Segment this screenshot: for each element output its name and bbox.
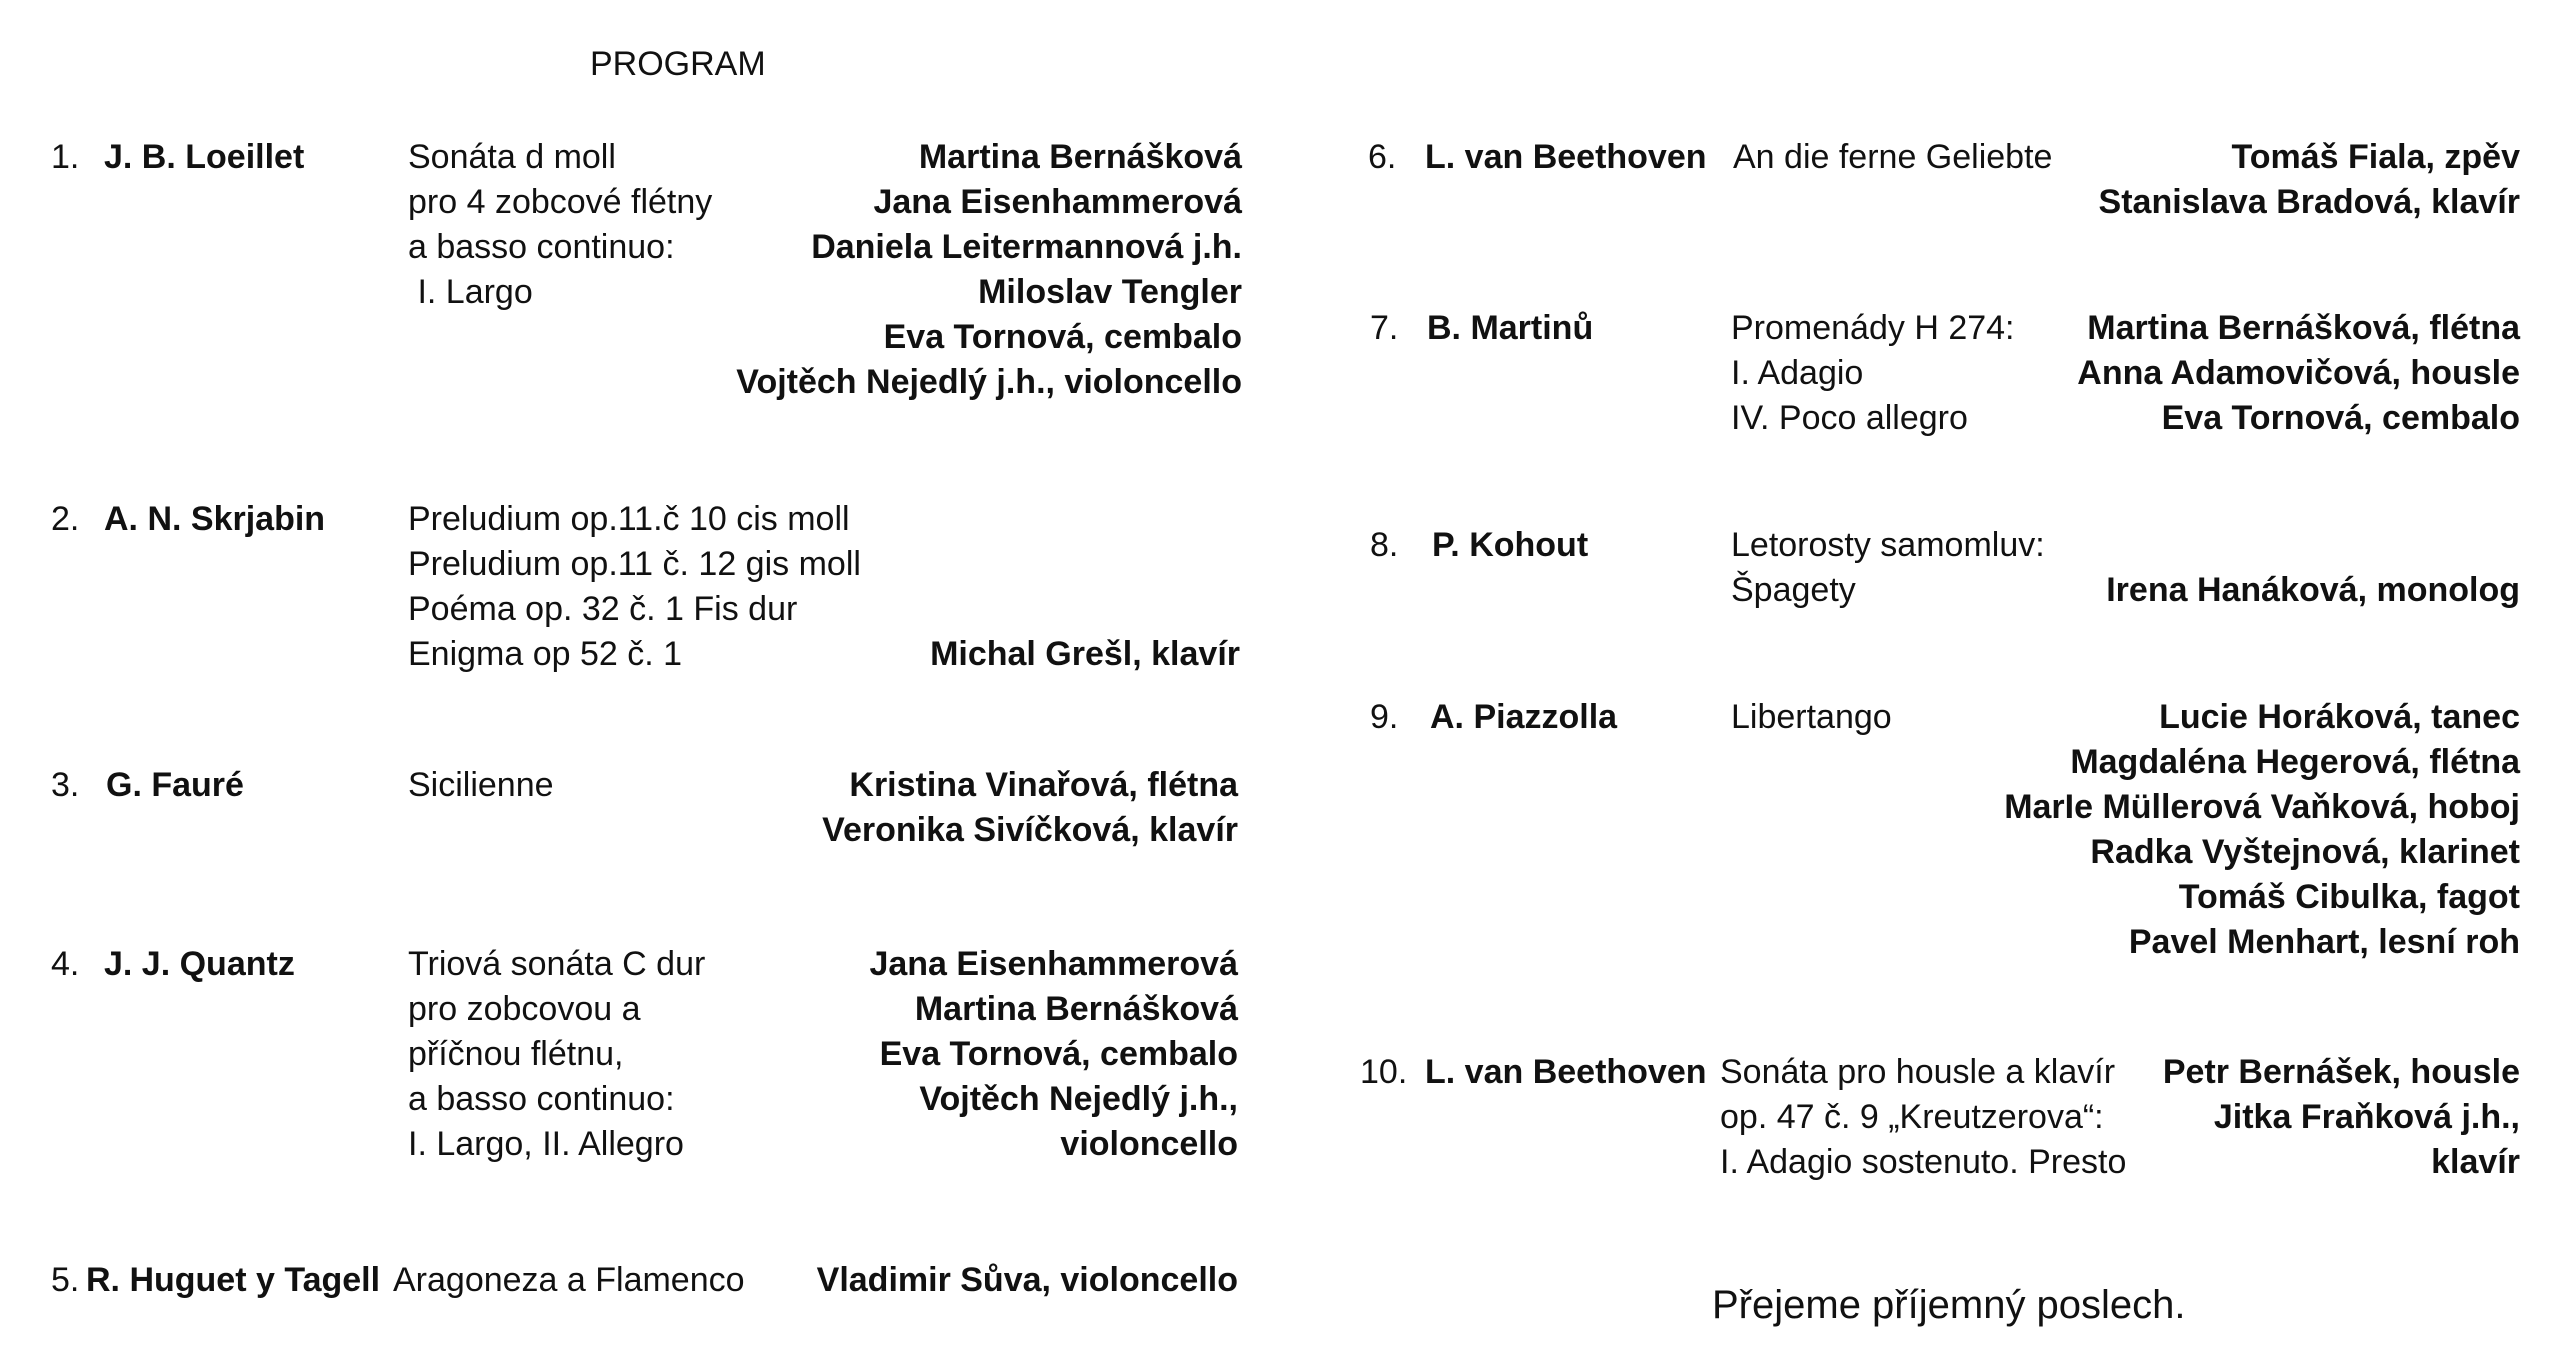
work-title bbox=[408, 497, 861, 677]
performer-list bbox=[822, 763, 1238, 853]
performer: violoncello bbox=[1060, 1125, 1238, 1163]
program-heading: PROGRAM bbox=[590, 45, 766, 83]
work-title bbox=[1731, 306, 2015, 441]
work-line: I. Largo bbox=[408, 273, 533, 311]
work-line: Špagety bbox=[1731, 571, 1856, 609]
work-line: Libertango bbox=[1731, 698, 1892, 736]
work-line: Aragoneza a Flamenco bbox=[393, 1261, 745, 1299]
work-title bbox=[1720, 1050, 2126, 1185]
performer: Radka Vyštejnová, klarinet bbox=[2090, 833, 2520, 871]
work-line: pro zobcovou a bbox=[408, 990, 641, 1028]
performer-list bbox=[2106, 523, 2520, 613]
composer-name: L. van Beethoven bbox=[1425, 1053, 1707, 1091]
composer-name: B. Martinů bbox=[1427, 309, 1594, 347]
composer-name: R. Huguet y Tagell bbox=[86, 1261, 381, 1299]
performer: Vladimir Sůva, violoncello bbox=[816, 1261, 1238, 1299]
work-line: Sicilienne bbox=[408, 766, 554, 804]
performer: Petr Bernášek, housle bbox=[2162, 1053, 2520, 1091]
work-line: Sonáta d moll bbox=[408, 138, 616, 176]
work-title bbox=[1733, 135, 2052, 180]
performer: Daniela Leitermannová j.h. bbox=[811, 228, 1242, 266]
composer-name: P. Kohout bbox=[1432, 526, 1589, 564]
performer: Anna Adamovičová, housle bbox=[2077, 354, 2520, 392]
composer-name: J. J. Quantz bbox=[104, 945, 295, 983]
performer: Tomáš Fiala, zpěv bbox=[2231, 138, 2520, 176]
item-number: 2. bbox=[51, 500, 80, 538]
work-line: Preludium op.11 č. 12 gis moll bbox=[408, 545, 861, 583]
work-line: Sonáta pro housle a klavír bbox=[1720, 1053, 2116, 1091]
performer: Irena Hanáková, monolog bbox=[2106, 571, 2520, 609]
work-line: příčnou flétnu, bbox=[408, 1035, 624, 1073]
performer: Eva Tornová, cembalo bbox=[879, 1035, 1238, 1073]
item-number: 10. bbox=[1360, 1053, 1408, 1091]
closing-wish: Přejeme příjemný poslech. bbox=[1712, 1283, 2186, 1327]
work-title bbox=[1731, 695, 1892, 740]
composer-name: L. van Beethoven bbox=[1425, 138, 1707, 176]
work-line: IV. Poco allegro bbox=[1731, 399, 1968, 437]
performer: Eva Tornová, cembalo bbox=[883, 318, 1242, 356]
work-line: a basso continuo: bbox=[408, 228, 675, 266]
item-number: 4. bbox=[51, 945, 80, 983]
performer: Veronika Sivíčková, klavír bbox=[822, 811, 1238, 849]
item-number: 7. bbox=[1370, 309, 1399, 347]
composer-name: A. N. Skrjabin bbox=[104, 500, 326, 538]
composer-name: J. B. Loeillet bbox=[104, 138, 305, 176]
work-line: pro 4 zobcové flétny bbox=[408, 183, 713, 221]
composer-name: A. Piazzolla bbox=[1430, 698, 1618, 736]
performer: Tomáš Cibulka, fagot bbox=[2178, 878, 2520, 916]
work-title bbox=[393, 1258, 745, 1303]
performer: Martina Bernášková bbox=[914, 990, 1238, 1028]
performer: Vojtěch Nejedlý j.h., violoncello bbox=[736, 363, 1242, 401]
performer bbox=[2106, 523, 2520, 568]
performer: Vojtěch Nejedlý j.h., bbox=[919, 1080, 1238, 1118]
work-line: Letorosty samomluv: bbox=[1731, 526, 2045, 564]
performer: Michal Grešl, klavír bbox=[930, 635, 1240, 673]
performer: Jana Eisenhammerová bbox=[869, 945, 1238, 983]
work-line: I. Largo, II. Allegro bbox=[408, 1125, 684, 1163]
performer-list bbox=[869, 942, 1238, 1167]
work-line: Preludium op.11.č 10 cis moll bbox=[408, 500, 850, 538]
performer-list bbox=[2004, 695, 2520, 965]
performer-list bbox=[930, 632, 1240, 677]
performer-list bbox=[2099, 135, 2520, 225]
work-line: op. 47 č. 9 „Kreutzerova“: bbox=[1720, 1098, 2104, 1136]
work-title bbox=[408, 942, 705, 1167]
work-title bbox=[408, 763, 554, 808]
work-title bbox=[1731, 523, 2045, 613]
work-line: Triová sonáta C dur bbox=[408, 945, 706, 983]
performer: Miloslav Tengler bbox=[978, 273, 1242, 311]
performer: Jitka Fraňková j.h., bbox=[2213, 1098, 2520, 1136]
performer: MarIe Müllerová Vaňková, hoboj bbox=[2004, 788, 2520, 826]
performer: Lucie Horáková, tanec bbox=[2159, 698, 2520, 736]
performer: Martina Bernášková bbox=[918, 138, 1242, 176]
performer: Martina Bernášková, flétna bbox=[2087, 309, 2520, 347]
item-number: 8. bbox=[1370, 526, 1399, 564]
performer: Jana Eisenhammerová bbox=[873, 183, 1242, 221]
item-number: 5. bbox=[51, 1261, 80, 1299]
work-line: a basso continuo: bbox=[408, 1080, 675, 1118]
performer-list bbox=[2163, 1050, 2520, 1185]
item-number: 6. bbox=[1368, 138, 1397, 176]
item-number: 3. bbox=[51, 766, 80, 804]
item-number: 1. bbox=[51, 138, 80, 176]
item-number: 9. bbox=[1370, 698, 1399, 736]
performer: Stanislava Bradová, klavír bbox=[2098, 183, 2520, 221]
work-title bbox=[408, 135, 712, 315]
work-line: Poéma op. 32 č. 1 Fis dur bbox=[408, 590, 798, 628]
performer: Kristina Vinařová, flétna bbox=[849, 766, 1238, 804]
work-line: I. Adagio sostenuto. Presto bbox=[1720, 1143, 2127, 1181]
work-line: Enigma op 52 č. 1 bbox=[408, 635, 683, 673]
performer-list bbox=[2077, 306, 2520, 441]
performer: Magdaléna Hegerová, flétna bbox=[2070, 743, 2520, 781]
work-line: An die ferne Geliebte bbox=[1733, 138, 2053, 176]
performer: Pavel Menhart, lesní roh bbox=[2128, 923, 2520, 961]
performer-list bbox=[736, 135, 1242, 405]
work-line: I. Adagio bbox=[1731, 354, 1864, 392]
performer-list bbox=[817, 1258, 1238, 1303]
performer: klavír bbox=[2431, 1143, 2520, 1181]
performer: Eva Tornová, cembalo bbox=[2161, 399, 2520, 437]
composer-name: G. Fauré bbox=[106, 766, 244, 804]
work-line: Promenády H 274: bbox=[1731, 309, 2015, 347]
